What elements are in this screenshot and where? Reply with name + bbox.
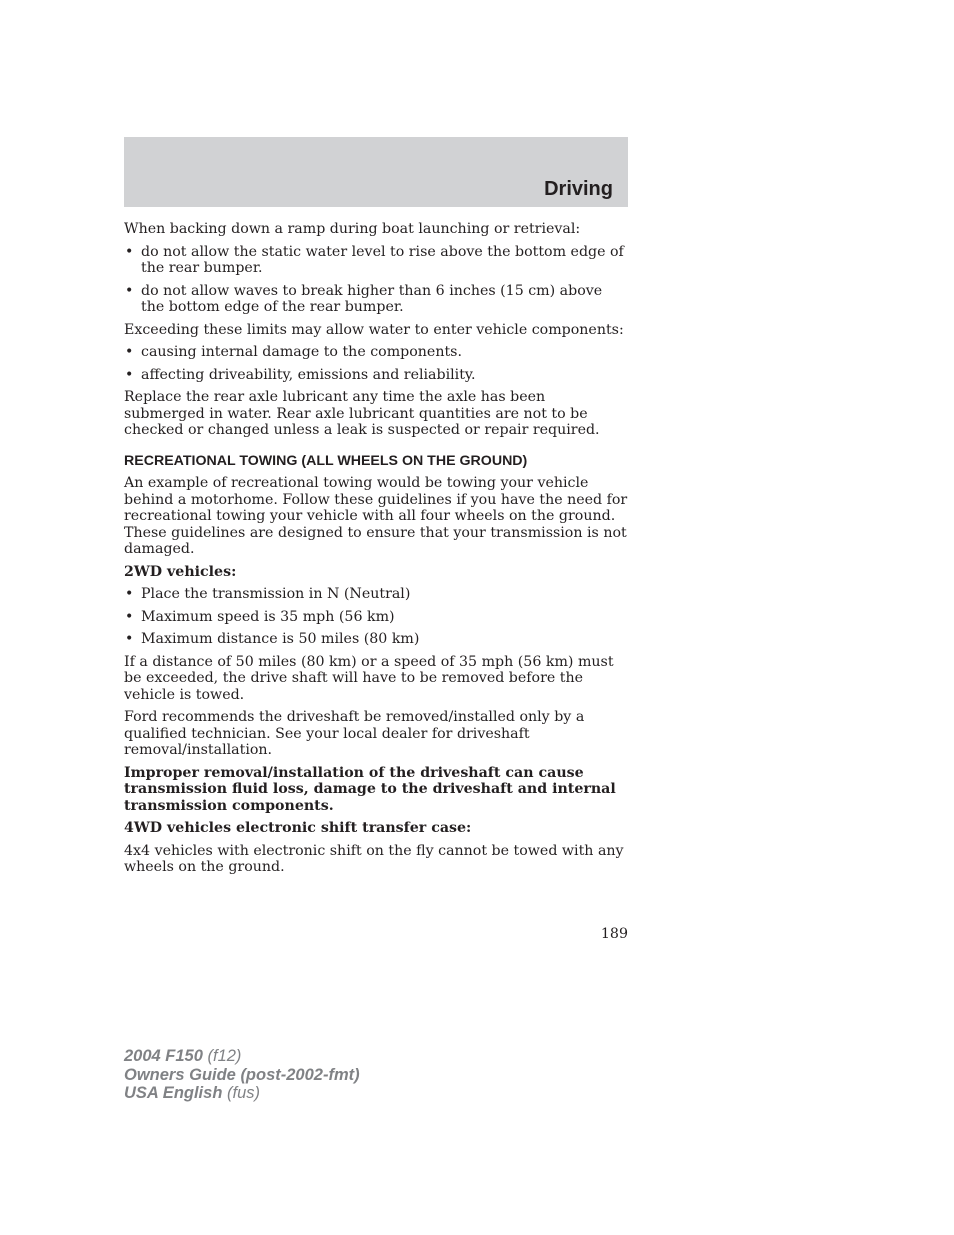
bullet-icon: • — [125, 282, 134, 299]
list-item — [124, 283, 628, 316]
list-item — [124, 344, 628, 361]
footer-guide: Owners Guide (post-2002-fmt) — [124, 1065, 360, 1084]
list-item-text: do not allow the static water level to rise above the bottom edge of the rear bumper. — [141, 243, 624, 276]
bullet-icon: • — [125, 366, 134, 383]
twowd-list — [124, 586, 628, 648]
lubricant-paragraph: Replace the rear axle lubricant any time the axle has been submerged in water. Rear axle lubricant quantities are not to be checked or changed unless a leak is suspected or repair required. — [124, 389, 600, 438]
footer-language-code: (fus) — [222, 1084, 260, 1102]
list-item — [124, 367, 628, 384]
exceed-list — [124, 344, 628, 383]
page-number: 189 — [600, 926, 628, 942]
list-item-text: affecting driveability, emissions and reliability. — [141, 366, 476, 383]
backing-list — [124, 244, 628, 316]
exceeded-paragraph: If a distance of 50 miles (80 km) or a speed of 35 mph (56 km) must be exceeded, the drive shaft will have to be removed before the vehicle is towed. — [124, 653, 614, 703]
list-item — [124, 244, 628, 277]
list-item — [124, 586, 628, 603]
section-header-band — [124, 137, 628, 207]
towing-heading: RECREATIONAL TOWING (ALL WHEELS ON THE GROUND) — [124, 452, 528, 469]
footer-model-code: (f12) — [202, 1047, 242, 1065]
bullet-icon: • — [125, 586, 134, 602]
footer-line-language — [124, 1084, 360, 1103]
footer-line-model — [124, 1047, 360, 1066]
fourwd-heading: 4WD vehicles electronic shift transfer case: — [124, 820, 472, 836]
bullet-icon: • — [125, 608, 134, 625]
list-item-text: do not allow waves to break higher than 6 inches (15 cm) above the bottom edge of the rear bumper. — [141, 282, 603, 315]
bullet-icon: • — [125, 243, 134, 260]
document-footer — [124, 1047, 360, 1103]
page-content — [124, 221, 628, 882]
ford-recommends-paragraph: Ford recommends the driveshaft be removed/installed only by a qualified technician. See your local dealer for driveshaft removal/installation. — [124, 709, 585, 758]
list-item — [124, 631, 628, 648]
list-item-text: Maximum distance is 50 miles (80 km) — [141, 631, 420, 647]
warning-paragraph: Improper removal/installation of the driveshaft can cause transmission fluid loss, damage to the driveshaft and internal transmission components. — [124, 764, 616, 814]
fourwd-paragraph: 4x4 vehicles with electronic shift on the fly cannot be towed with any wheels on the ground. — [124, 842, 624, 875]
exceed-paragraph: Exceeding these limits may allow water to enter vehicle components: — [124, 321, 624, 338]
list-item — [124, 609, 628, 626]
footer-line-guide — [124, 1066, 360, 1085]
twowd-heading: 2WD vehicles: — [124, 563, 237, 580]
intro-paragraph: When backing down a ramp during boat launching or retrieval: — [124, 221, 581, 237]
list-item-text: causing internal damage to the components. — [141, 344, 462, 360]
towing-intro-paragraph: An example of recreational towing would be towing your vehicle behind a motorhome. Follow these guidelines if you have the need for recreational towing your vehicle with all four wheels on the ground. These guidelines are designed to ensure that your transmission is not damaged. — [124, 475, 628, 557]
footer-language: USA English — [124, 1084, 223, 1102]
list-item-text: Maximum speed is 35 mph (56 km) — [141, 608, 395, 625]
bullet-icon: • — [125, 631, 134, 647]
list-item-text: Place the transmission in N (Neutral) — [141, 586, 411, 602]
bullet-icon: • — [125, 344, 134, 360]
footer-model: 2004 F150 — [124, 1047, 203, 1065]
section-title: Driving — [544, 178, 613, 200]
